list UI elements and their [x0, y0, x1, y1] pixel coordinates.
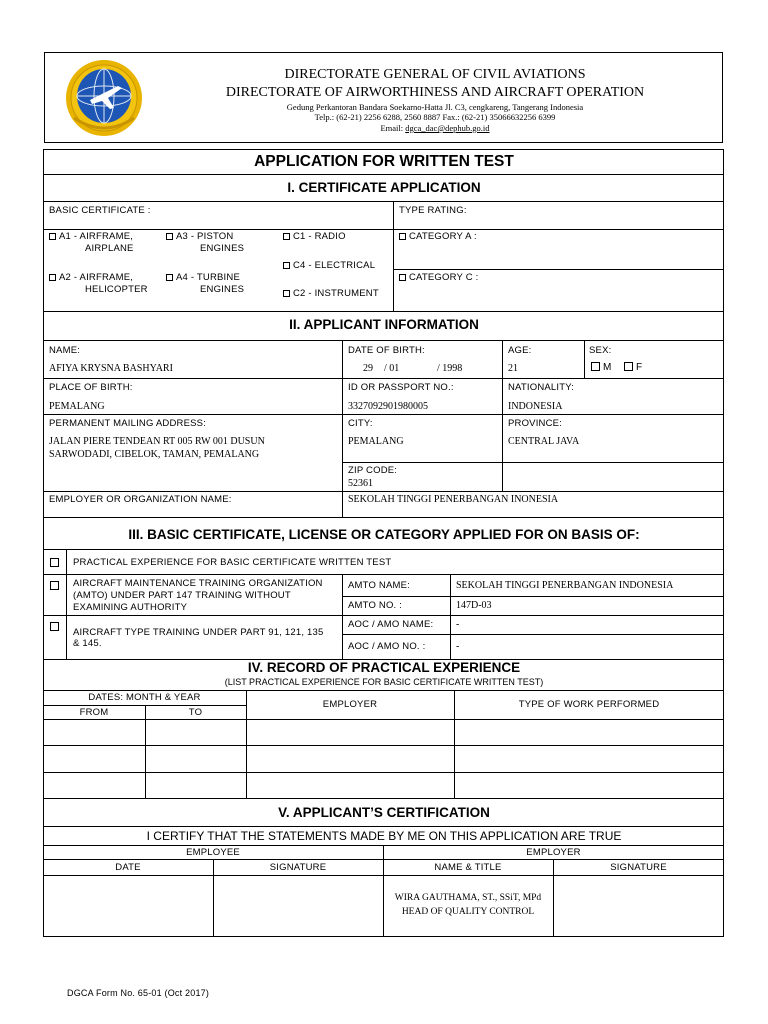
- section4-subtitle: (LIST PRACTICAL EXPERIENCE FOR BASIC CERTIFICATE WRITTEN TEST): [224, 677, 544, 687]
- header-email-line: [150, 123, 720, 133]
- sex-m-option[interactable]: M: [591, 362, 612, 373]
- header-line2: DIRECTORATE OF AIRWORTHINESS AND AIRCRAFT OPERATION: [225, 85, 645, 100]
- dob-day[interactable]: 29: [363, 363, 373, 374]
- option-a3[interactable]: A3 - PISTON: [166, 231, 233, 242]
- employee-header: EMPLOYEE: [186, 847, 240, 858]
- section3-title: III. BASIC CERTIFICATE, LICENSE OR CATEGORY APPLIED FOR ON BASIS OF:: [128, 527, 640, 542]
- checkbox-c1[interactable]: [283, 233, 290, 240]
- name-field[interactable]: AFIYA KRYSNA BASHYARI: [49, 363, 173, 374]
- amto-no-field[interactable]: 147D-03: [456, 600, 492, 611]
- option-a4[interactable]: A4 - TURBINE: [166, 272, 240, 283]
- province-label: PROVINCE:: [508, 418, 563, 429]
- amto-line1: AIRCRAFT MAINTENANCE TRAINING ORGANIZATION: [73, 578, 323, 589]
- aoc-name-field[interactable]: -: [456, 619, 460, 630]
- signature-header-employer: SIGNATURE: [610, 862, 667, 873]
- aircraft-type-line2: & 145.: [73, 638, 102, 649]
- to-header: TO: [188, 707, 203, 718]
- nationality-label: NATIONALITY:: [508, 382, 575, 393]
- checkbox-sex-m[interactable]: [591, 362, 600, 371]
- from-header: FROM: [79, 707, 109, 718]
- amto-name-label: AMTO NAME:: [348, 580, 410, 591]
- divider: [43, 174, 724, 175]
- checkbox-sex-f[interactable]: [624, 362, 633, 371]
- checkbox-a2[interactable]: [49, 274, 56, 281]
- name-title-header: NAME & TITLE: [434, 862, 502, 873]
- amto-line2: (AMTO) UNDER PART 147 TRAINING WITHOUT: [73, 590, 291, 601]
- employer-header: EMPLOYER: [322, 699, 378, 710]
- date-header: DATE: [115, 862, 141, 873]
- checkbox-a1[interactable]: [49, 233, 56, 240]
- checkbox-category-a[interactable]: [399, 233, 406, 240]
- option-c1[interactable]: C1 - RADIO: [283, 231, 346, 242]
- pob-label: PLACE OF BIRTH:: [49, 382, 133, 393]
- checkbox-aircraft-type[interactable]: [50, 622, 59, 631]
- checkbox-a4[interactable]: [166, 274, 173, 281]
- basic-certificate-label: BASIC CERTIFICATE :: [49, 205, 151, 216]
- nationality-field[interactable]: INDONESIA: [508, 401, 563, 412]
- aircraft-type-line1: AIRCRAFT TYPE TRAINING UNDER PART 91, 121, 135: [73, 627, 324, 638]
- amto-no-label: AMTO NO. :: [348, 600, 403, 611]
- experience-row[interactable]: [43, 745, 724, 746]
- province-field[interactable]: CENTRAL JAVA: [508, 436, 580, 447]
- address-line2[interactable]: SARWODADI, CIBELOK, TAMAN, PEMALANG: [49, 449, 260, 460]
- header-line1: DIRECTORATE GENERAL OF CIVIL AVIATIONS: [284, 67, 586, 82]
- employer-header-cert: EMPLOYER: [526, 847, 581, 858]
- section4-title: IV. RECORD OF PRACTICAL EXPERIENCE: [247, 660, 521, 675]
- type-of-work-header: TYPE OF WORK PERFORMED: [518, 699, 660, 710]
- sex-f-option[interactable]: F: [624, 362, 642, 373]
- checkbox-a3[interactable]: [166, 233, 173, 240]
- dgca-logo: [62, 56, 146, 140]
- option-a1[interactable]: A1 - AIRFRAME,: [49, 231, 133, 242]
- practical-option: PRACTICAL EXPERIENCE FOR BASIC CERTIFICATE WRITTEN TEST: [73, 557, 392, 568]
- address-line1[interactable]: JALAN PIERE TENDEAN RT 005 RW 001 DUSUN: [49, 436, 265, 447]
- section1-title: I. CERTIFICATE APPLICATION: [287, 180, 481, 195]
- zip-label: ZIP CODE:: [348, 465, 398, 476]
- header-address: Gedung Perkantoran Bandara Soekarno-Hatta Jl. C3, cengkareng, Tangerang Indonesia: [286, 102, 584, 112]
- section5-title: V. APPLICANT’S CERTIFICATION: [278, 805, 490, 820]
- dob-year[interactable]: / 1998: [437, 363, 463, 374]
- zip-field[interactable]: 52361: [348, 478, 373, 489]
- option-c2[interactable]: C2 - INSTRUMENT: [283, 288, 379, 299]
- pob-field[interactable]: PEMALANG: [49, 401, 105, 412]
- amto-name-field[interactable]: SEKOLAH TINGGI PENERBANGAN INDONESIA: [456, 580, 674, 591]
- checkbox-amto[interactable]: [50, 581, 59, 590]
- dob-label: DATE OF BIRTH:: [348, 345, 425, 356]
- header-phone: Telp.: (62-21) 2256 6288, 2560 8887 Fax.: (62-21) 35066632256 6399: [314, 112, 556, 122]
- option-category-a[interactable]: CATEGORY A :: [399, 231, 477, 242]
- employer-field[interactable]: SEKOLAH TINGGI PENERBANGAN INONESIA: [348, 494, 559, 505]
- age-label: AGE:: [508, 345, 532, 356]
- form-number: DGCA Form No. 65-01 (Oct 2017): [67, 988, 210, 998]
- option-a2[interactable]: A2 - AIRFRAME,: [49, 272, 133, 283]
- option-c4[interactable]: C4 - ELECTRICAL: [283, 260, 375, 271]
- employee-signature-field[interactable]: [214, 876, 382, 936]
- aoc-no-field[interactable]: -: [456, 641, 460, 652]
- type-rating-label: TYPE RATING:: [399, 205, 467, 216]
- email-label: Email:: [380, 123, 404, 133]
- checkbox-category-c[interactable]: [399, 274, 406, 281]
- signer-name: WIRA GAUTHAMA, ST., SSiT, MPd: [394, 893, 542, 903]
- address-label: PERMANENT MAILING ADDRESS:: [49, 418, 207, 429]
- aoc-name-label: AOC / AMO NAME:: [348, 619, 434, 630]
- signer-title: HEAD OF QUALITY CONTROL: [401, 907, 535, 917]
- option-category-c[interactable]: CATEGORY C :: [399, 272, 478, 283]
- name-label: NAME:: [49, 345, 81, 356]
- section2-title: II. APPLICANT INFORMATION: [289, 317, 479, 332]
- city-label: CITY:: [348, 418, 373, 429]
- dates-header: DATES: MONTH & YEAR: [88, 692, 201, 703]
- employee-date-field[interactable]: [44, 876, 212, 936]
- city-field[interactable]: PEMALANG: [348, 436, 404, 447]
- age-field[interactable]: 21: [508, 363, 518, 374]
- form-title: APPLICATION FOR WRITTEN TEST: [254, 153, 514, 170]
- aoc-no-label: AOC / AMO NO. :: [348, 641, 426, 652]
- amto-line3: EXAMINING AUTHORITY: [73, 602, 188, 613]
- email-link[interactable]: dgca_dac@dephub.go.id: [405, 123, 490, 133]
- experience-row[interactable]: [43, 772, 724, 773]
- signature-header-employee: SIGNATURE: [269, 862, 327, 873]
- checkbox-practical[interactable]: [50, 558, 59, 567]
- id-label: ID OR PASSPORT NO.:: [348, 382, 454, 393]
- id-field[interactable]: 3327092901980005: [348, 401, 428, 412]
- certification-statement: I CERTIFY THAT THE STATEMENTS MADE BY ME ON THIS APPLICATION ARE TRUE: [146, 829, 622, 843]
- employer-signature-field[interactable]: [554, 876, 723, 936]
- checkbox-c4[interactable]: [283, 262, 290, 269]
- dob-month[interactable]: / 01: [384, 363, 400, 374]
- employer-label: EMPLOYER OR ORGANIZATION NAME:: [49, 494, 232, 505]
- sex-label: SEX:: [589, 345, 612, 356]
- checkbox-c2[interactable]: [283, 290, 290, 297]
